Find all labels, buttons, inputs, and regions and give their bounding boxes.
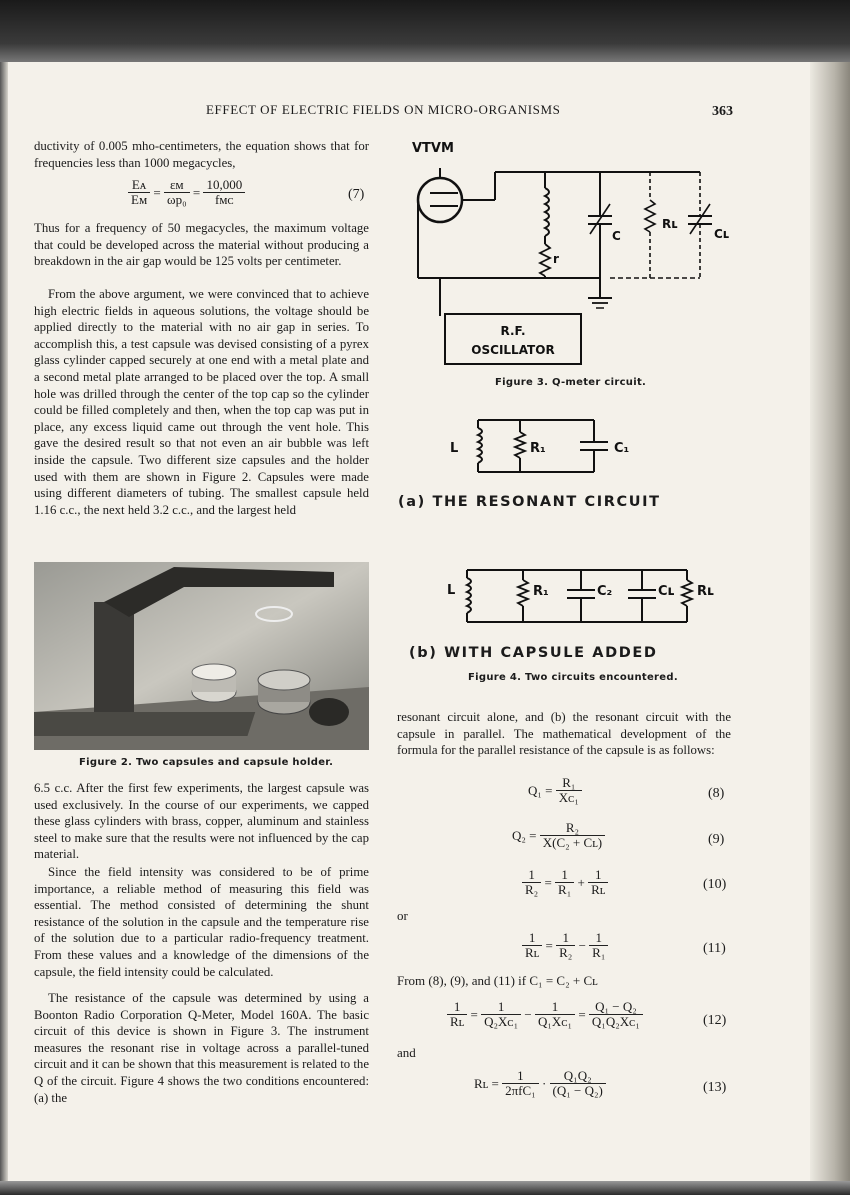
eq10-b-den: Rʟ: [591, 882, 606, 897]
equation-12: $\frac{1}{\text{Rʟ}}$ = $\frac{1}{\text{Q₂Xᴄ₁}}$ − $\frac{1}{\text{Q₁Xᴄ₁}}$ = $\frac{\text{Q₁ − Q₂}}{\text{Q₁Q₂Xᴄ₁}}$: [447, 1000, 643, 1029]
eq13-lhs: Rʟ =: [474, 1075, 499, 1091]
eq11-b-den: R₁: [592, 945, 606, 960]
eq9-den: X(C₂ + Cʟ): [542, 835, 603, 850]
left-para-6: The resistance of the capsule was determined by using a Boonton Radio Corporation Q-Meter, Model 160A. The basic circuit of this device is shown in Figure 3. The instrument measures the resonant rise in voltage across a parallel-tuned circuit and it can be shown that this measurement is related to the Q of the circuit. Figure 4 shows the two conditions encountered: (a) the: [34, 991, 369, 1105]
oscillator-line1: R.F.: [500, 324, 526, 338]
scan-left-edge: [0, 62, 8, 1181]
eq10-lhs-num: 1: [522, 868, 541, 883]
eq7-mid-den: ωp₀: [167, 192, 187, 207]
eq12-b-num: 1: [535, 1000, 575, 1015]
eq7-lhs-num: Eᴀ: [128, 178, 150, 193]
eq12-b-den: Q₁Xᴄ₁: [538, 1014, 573, 1029]
eq9-number: (9): [708, 832, 725, 847]
eq11-lhs-num: 1: [522, 931, 542, 946]
eq7-rhs-num: 10,000: [203, 178, 245, 193]
eq11-a-num: 1: [556, 931, 575, 946]
eq10-lhs-den: R₂: [525, 882, 539, 897]
eq12-c-den: Q₁Q₂Xᴄ₁: [591, 1014, 640, 1029]
scan-top-edge: [0, 0, 850, 62]
eq13-a-den: 2πfC₁: [505, 1083, 536, 1098]
vtvm-label: VTVM: [412, 141, 454, 156]
eq11-number: (11): [703, 941, 726, 956]
equation-11: $\frac{1}{\text{Rʟ}}$ = $\frac{1}{\text{R₂}}$ − $\frac{1}{\text{R₁}}$: [522, 931, 608, 960]
eq13-b-num: Q₁Q₂: [550, 1069, 606, 1084]
eq8-num: R₁: [556, 776, 582, 791]
equation-8: [528, 776, 582, 805]
figure4a-resonant-circuit: [450, 410, 670, 486]
page-number: 363: [712, 104, 733, 119]
eq10-number: (10): [703, 877, 727, 892]
eq10-b-num: 1: [588, 868, 608, 883]
figure3-caption: Figure 3. Q-meter circuit.: [495, 377, 647, 388]
left-para-3: From the above argument, we were convinced that to achieve high electric fields in aqueous solutions, the voltage should be applied directly to the material with no air gap in series. To accomplish this, a test capsule was devised consisting of a pyrex glass cylinder capped securely at one end with a metal plate and a second metal plate arranged to be placed over the top. A small hole was drilled through the center of the top cap so the cylinder could be filled completely and then, when the top cap was put in place, any excess liquid came out through the vent hole. This gave the desired result so that not even an air bubble was left inside the capsule. Two different size capsules and the holder used with them are shown in Figure 2. Capsules were made using different diameters of tubing. The smallest capsule held 1.16 c.c., the next held 3.2 c.c., and the largest held: [34, 287, 369, 517]
figure2-caption: Figure 2. Two capsules and capsule holder.: [79, 757, 334, 768]
eq9-lhs: Q₂ =: [512, 827, 537, 843]
eq8-number: (8): [708, 786, 725, 801]
eq12-c-num: Q₁ − Q₂: [589, 1000, 643, 1015]
figure4-caption: Figure 4. Two circuits encountered.: [468, 672, 678, 683]
equation-10: $\frac{1}{\text{R₂}}$ = $\frac{1}{\text{R₁}}$ + $\frac{1}{\text{Rʟ}}$: [522, 868, 608, 897]
fig4b-c2-label: C₂: [597, 584, 613, 599]
fig4a-r1-label: R₁: [530, 441, 546, 456]
r-label: r: [553, 252, 559, 266]
fig4a-c1-label: C₁: [614, 441, 630, 456]
fig4b-cl-label: Cʟ: [658, 584, 675, 599]
scan-bottom-edge: [0, 1181, 850, 1195]
eq12-lhs-num: 1: [447, 1000, 467, 1015]
equation-9: [512, 821, 605, 850]
eq7-rhs-den: fᴍᴄ: [214, 192, 234, 207]
eq8-lhs: Q₁ =: [528, 782, 553, 798]
left-para-5: Since the field intensity was considered to be of prime importance, a reliable method of measuring this field was essential. The method consisted of determining the shunt resistance of the solution in the capsule and the temperature rise of the solution due to a particular radio-frequency treatment. From these values and a knowledge of the dimensions of the capsule, the field intensity could be calculated.: [34, 865, 369, 979]
cl-label: Cʟ: [714, 227, 730, 241]
eq12-a-num: 1: [481, 1000, 521, 1015]
rl-label: Rʟ: [662, 217, 678, 231]
running-title: EFFECT OF ELECTRIC FIELDS ON MICRO-ORGANISMS: [206, 102, 561, 117]
left-para-1: ductivity of 0.005 mho-centimeters, the equation shows that for frequencies less than 1000 megacycles,: [34, 139, 369, 170]
capsule-photo: [34, 562, 369, 750]
oscillator-line2: OSCILLATOR: [471, 343, 555, 357]
eq13-b-den: (Q₁ − Q₂): [552, 1083, 603, 1098]
eq12-number: (12): [703, 1013, 727, 1028]
eq13-a-num: 1: [502, 1069, 539, 1084]
figure4b-circuit-with-capsule: [447, 562, 737, 638]
right-para-1: resonant circuit alone, and (b) the resonant circuit with the capsule in parallel. The mathematical development of the formula for the parallel resistance of the capsule is as follows:: [397, 710, 731, 758]
eq9-num: R₂: [540, 821, 605, 836]
eq11-lhs-den: Rʟ: [525, 945, 540, 960]
eq7-number: (7): [348, 187, 365, 202]
figure4b-title: (b) WITH CAPSULE ADDED: [409, 645, 658, 661]
from-line: From (8), (9), and (11) if C₁ = C₂ + Cʟ: [397, 973, 598, 988]
equation-13: Rʟ = $\frac{1}{\text{2πfC₁}}$ · $\frac{\text{Q₁Q₂}}{\text{(Q₁ − Q₂)}}$: [474, 1069, 606, 1098]
figure4a-title: (a) THE RESONANT CIRCUIT: [398, 494, 661, 510]
scan-right-edge: [810, 62, 850, 1181]
fig4b-r1-label: R₁: [533, 584, 549, 599]
eq13-number: (13): [703, 1080, 727, 1095]
eq12-lhs-den: Rʟ: [450, 1014, 465, 1029]
eq12-a-den: Q₂Xᴄ₁: [484, 1014, 519, 1029]
left-para-2: Thus for a frequency of 50 megacycles, the maximum voltage that could be developed across the material without producing a breakdown in the air gap would be 125 volts per centimeter.: [34, 221, 369, 269]
eq11-b-num: 1: [589, 931, 608, 946]
fig4a-l-label: L: [450, 441, 459, 456]
eq8-den: Xᴄ₁: [558, 790, 579, 805]
eq10-a-num: 1: [555, 868, 574, 883]
and-word: and: [397, 1045, 416, 1060]
eq7-lhs-den: Eᴍ: [131, 192, 148, 207]
left-para-4: 6.5 c.c. After the first few experiments, the largest capsule was used exclusively. In the course of our experiments, we capped these glass cylinders with brass, copper, aluminum and stainless steel to make sure that the results were not influenced by the cap material.: [34, 781, 369, 862]
equation-7: $\frac{\text{Eᴀ}}{\text{Eᴍ}}$ = $\frac{\text{εᴍ}}{\text{ωp₀}}$ = $\frac{10,000}{\text{fᴍᴄ}}$: [128, 178, 245, 207]
figure3-qmeter-circuit: [410, 138, 750, 378]
fig4b-l-label: L: [447, 583, 456, 598]
c-label: C: [612, 229, 621, 243]
eq10-a-den: R₁: [558, 882, 572, 897]
eq11-a-den: R₂: [559, 945, 573, 960]
or-word: or: [397, 908, 408, 923]
fig4b-rl-label: Rʟ: [697, 584, 715, 599]
eq7-mid-num: εᴍ: [164, 178, 190, 193]
